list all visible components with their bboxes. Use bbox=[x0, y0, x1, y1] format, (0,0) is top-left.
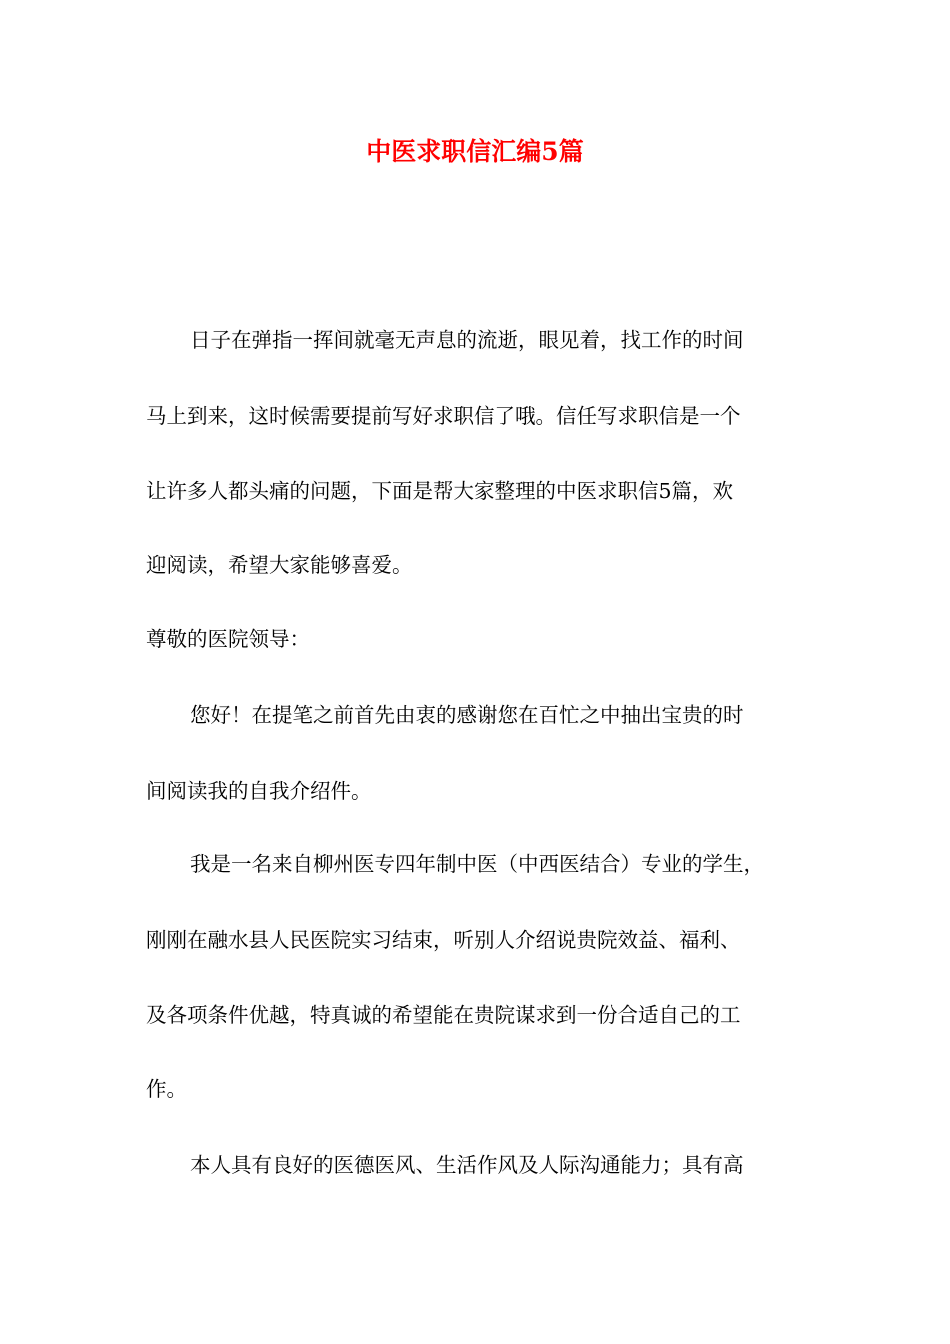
paragraph-line: 我是一名来自柳州医专四年制中医（中西医结合）专业的学生， bbox=[190, 852, 764, 876]
paragraph-line: 您好！在提笔之前首先由衷的感谢您在百忙之中抽出宝贵的时 bbox=[190, 703, 744, 727]
paragraph-line: 日子在弹指一挥间就毫无声息的流逝，眼见着，找工作的时间 bbox=[190, 328, 744, 352]
paragraph-line: 迎阅读，希望大家能够喜爱。 bbox=[146, 553, 413, 577]
paragraph-line: 间阅读我的自我介绍件。 bbox=[146, 779, 372, 803]
paragraph-line: 让许多人都头痛的问题，下面是帮大家整理的中医求职信5篇，欢 bbox=[146, 479, 734, 503]
paragraph-line: 作。 bbox=[146, 1077, 187, 1101]
paragraph-line: 马上到来，这时候需要提前写好求职信了哦。信任写求职信是一个 bbox=[146, 404, 741, 428]
paragraph-line: 及各项条件优越，特真诚的希望能在贵院谋求到一份合适自己的工 bbox=[146, 1003, 741, 1027]
salutation-line: 尊敬的医院领导： bbox=[146, 627, 310, 651]
paragraph-line: 本人具有良好的医德医风、生活作风及人际沟通能力；具有高 bbox=[190, 1153, 744, 1177]
document-title: 中医求职信汇编5篇 bbox=[366, 137, 584, 166]
paragraph-line: 刚刚在融水县人民医院实习结束，听别人介绍说贵院效益、福利、 bbox=[146, 928, 741, 952]
